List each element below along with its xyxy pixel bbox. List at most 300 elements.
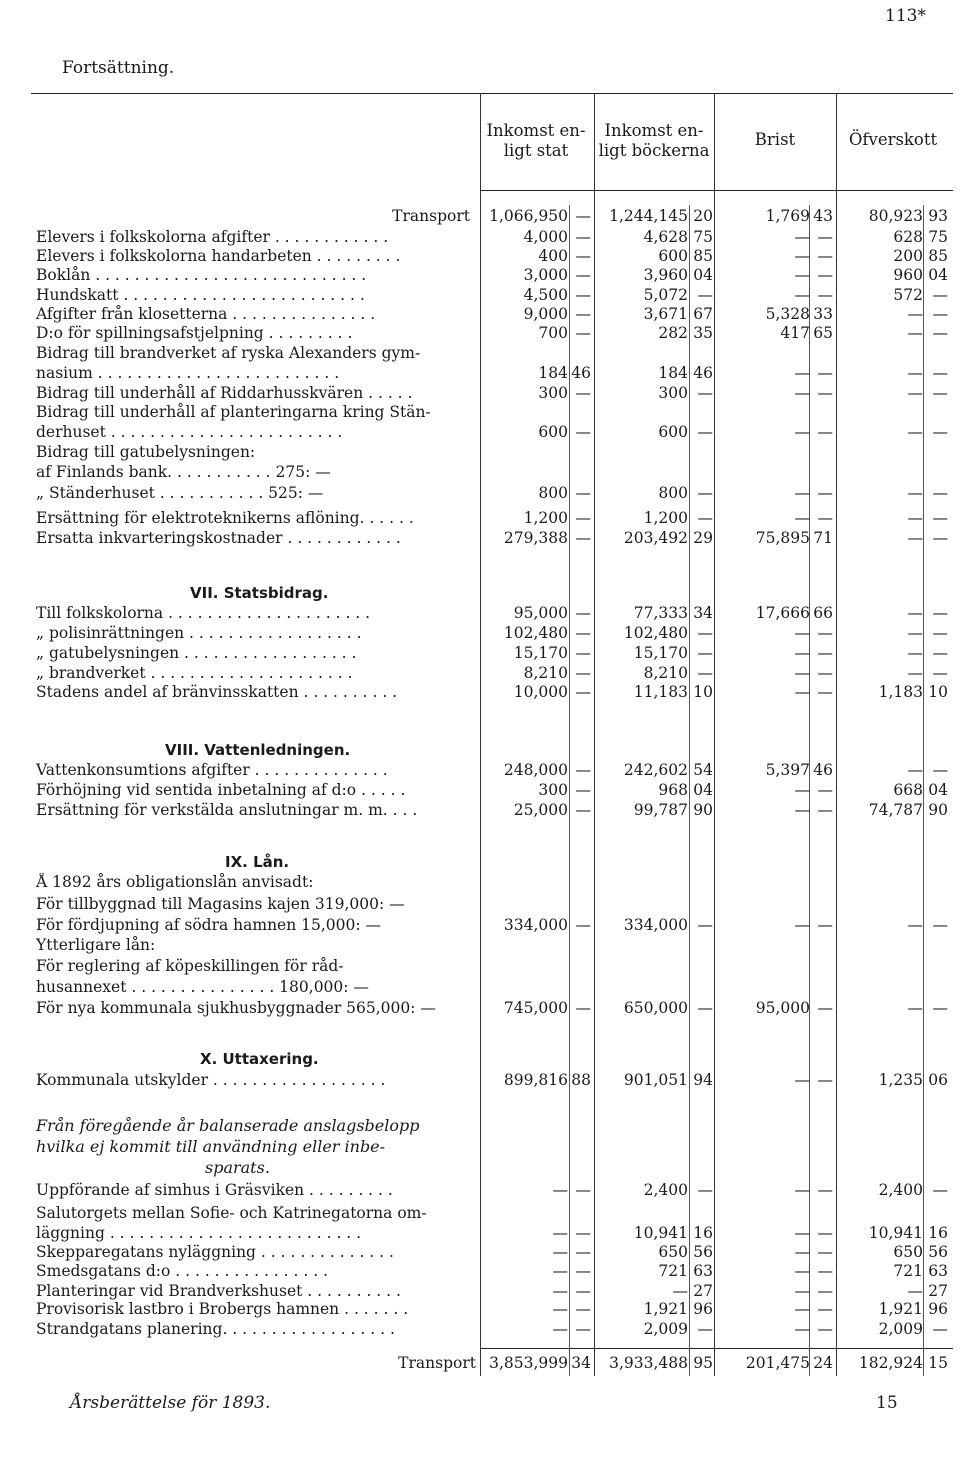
cell-c4: 2,009 <box>878 1320 923 1338</box>
row-label: Hundskatt . . . . . . . . . . . . . . . . . . . . . . . . . <box>36 286 365 304</box>
cell-c3: — <box>794 509 810 527</box>
cell-c2: 184 <box>658 364 688 382</box>
cell-c2c: 29 <box>693 529 713 547</box>
cell-c2c: 94 <box>693 1071 713 1089</box>
row-label: Ytterligare lån: <box>36 936 156 954</box>
table-row <box>0 604 960 622</box>
cell-c3: — <box>794 1300 810 1318</box>
cell-c4: 1,921 <box>878 1300 923 1318</box>
cell-c2c: — <box>697 1181 713 1199</box>
table-row <box>0 207 960 225</box>
cell-c3c: 33 <box>813 305 833 323</box>
header-col1-text: Inkomst en- ligt stat <box>486 121 586 160</box>
cell-c1: 300 <box>538 781 568 799</box>
table-row <box>0 384 960 402</box>
table-row <box>0 463 960 481</box>
cell-c3c: — <box>817 999 833 1017</box>
header-brist <box>716 130 834 150</box>
cell-c4c: — <box>932 624 948 642</box>
cell-c3c: — <box>817 1181 833 1199</box>
cell-c4: — <box>907 624 923 642</box>
cell-c1: 334,000 <box>503 916 568 934</box>
table-row <box>0 1262 960 1280</box>
row-label: „ Ständerhuset . . . . . . . . . . . 525: — <box>36 484 324 502</box>
cell-c1: 3,000 <box>523 266 568 284</box>
cell-c4c: 04 <box>928 266 948 284</box>
cell-c3c: — <box>817 1282 833 1300</box>
cell-c2c: — <box>697 644 713 662</box>
cell-c1c: — <box>575 228 591 246</box>
cell-c4c: 93 <box>928 207 948 225</box>
row-label: För nya kommunala sjukhusbyggnader 565,000: — <box>36 999 436 1017</box>
cell-c4: 668 <box>893 781 923 799</box>
cell-c4c: — <box>932 761 948 779</box>
cell-c1c: — <box>575 1224 591 1242</box>
table-row <box>0 916 960 934</box>
cell-c2: 721 <box>658 1262 688 1280</box>
cell-c4: 650 <box>893 1243 923 1261</box>
cell-c2: 1,921 <box>643 1300 688 1318</box>
cell-c2c: 46 <box>693 364 713 382</box>
cell-c1c: — <box>575 781 591 799</box>
cell-c2c: 56 <box>693 1243 713 1261</box>
cell-c2: 300 <box>658 384 688 402</box>
row-label: För fördjupning af södra hamnen 15,000: — <box>36 916 382 934</box>
cell-c3c: 65 <box>813 324 833 342</box>
cell-c2: 10,941 <box>633 1224 688 1242</box>
cell-c1: — <box>552 1243 568 1261</box>
italic-note-line-3: sparats. <box>205 1158 270 1177</box>
header-rule <box>480 190 953 191</box>
section-lan: IX. Lån. <box>225 853 290 871</box>
cell-c3c: — <box>817 1262 833 1280</box>
row-label: Till folkskolorna . . . . . . . . . . . . . . . . . . . . . <box>36 604 371 622</box>
row-label: Å 1892 års obligationslån anvisadt: <box>36 873 314 891</box>
cell-c2c: — <box>697 624 713 642</box>
row-label: Boklån . . . . . . . . . . . . . . . . . . . . . . . . . . . . <box>36 266 367 284</box>
cell-c4: 80,923 <box>868 207 923 225</box>
table-row <box>0 1300 960 1318</box>
cell-c3c: — <box>817 509 833 527</box>
table-row <box>0 484 960 502</box>
bottom-rule <box>480 1348 953 1349</box>
cell-c4c: — <box>932 916 948 934</box>
cell-c4c: — <box>932 664 948 682</box>
cell-c2c: 96 <box>693 1300 713 1318</box>
cell-c3c: — <box>817 1071 833 1089</box>
cell-c3: — <box>794 286 810 304</box>
row-label: Stadens andel af bränvinsskatten . . . . . . . . . . <box>36 683 398 701</box>
cell-c1: 4,500 <box>523 286 568 304</box>
section-uttaxering: X. Uttaxering. <box>200 1050 319 1068</box>
row-label: Elevers i folkskolorna handarbeten . . . . . . . . . <box>36 247 401 265</box>
table-row <box>0 781 960 799</box>
cell-c2: 8,210 <box>643 664 688 682</box>
cell-c1c: — <box>575 644 591 662</box>
cell-c1: — <box>552 1282 568 1300</box>
cell-c4c: 56 <box>928 1243 948 1261</box>
cell-c1c: — <box>575 683 591 701</box>
cell-c3c: — <box>817 384 833 402</box>
cell-c3: — <box>794 916 810 934</box>
cell-c2c: — <box>697 423 713 441</box>
cell-c3c: 46 <box>813 761 833 779</box>
cell-c4c: 63 <box>928 1262 948 1280</box>
cell-c2c: 27 <box>693 1282 713 1300</box>
cell-c4: — <box>907 529 923 547</box>
cell-c3: — <box>794 364 810 382</box>
cell-c1: — <box>552 1181 568 1199</box>
cell-c2c: 54 <box>693 761 713 779</box>
table-row <box>0 957 960 975</box>
total-c4: 182,924 <box>858 1354 923 1372</box>
cell-c2: 5,072 <box>643 286 688 304</box>
cell-c1: — <box>552 1262 568 1280</box>
cell-c3: — <box>794 801 810 819</box>
cell-c1: 800 <box>538 484 568 502</box>
transport-label: Transport <box>398 1354 476 1372</box>
cell-c2: 650 <box>658 1243 688 1261</box>
row-label: „ brandverket . . . . . . . . . . . . . . . . . . . . . <box>36 664 353 682</box>
transport-total-row <box>0 1354 960 1372</box>
cell-c1c: — <box>575 286 591 304</box>
cell-c4c: 85 <box>928 247 948 265</box>
cell-c1: 184 <box>538 364 568 382</box>
cell-c4: 1,235 <box>878 1071 923 1089</box>
cell-c4: — <box>907 664 923 682</box>
row-label: Uppförande af simhus i Gräsviken . . . . . . . . . <box>36 1181 393 1199</box>
total-c2c: 95 <box>693 1354 713 1372</box>
row-label: „ gatubelysningen . . . . . . . . . . . . . . . . . . <box>36 644 357 662</box>
cell-c4: 2,400 <box>878 1181 923 1199</box>
cell-c1: 400 <box>538 247 568 265</box>
cell-c4c: 90 <box>928 801 948 819</box>
table-row <box>0 403 960 421</box>
cell-c1c: — <box>575 509 591 527</box>
cell-c1: 8,210 <box>523 664 568 682</box>
cell-c4c: — <box>932 484 948 502</box>
cell-c4: — <box>907 916 923 934</box>
cell-c1c: — <box>575 999 591 1017</box>
page-number: 113* <box>885 6 926 26</box>
cell-c3: — <box>794 384 810 402</box>
cell-c4c: 27 <box>928 1282 948 1300</box>
cell-c4: — <box>907 484 923 502</box>
cell-c3: — <box>794 624 810 642</box>
row-label: Strandgatans planering. . . . . . . . . . . . . . . . . . <box>36 1320 395 1338</box>
cell-c4c: 75 <box>928 228 948 246</box>
cell-c2: 600 <box>658 247 688 265</box>
table-row <box>0 1181 960 1199</box>
table-row <box>0 529 960 547</box>
total-c2: 3,933,488 <box>609 1354 688 1372</box>
cell-c1c: — <box>575 529 591 547</box>
cell-c3: — <box>794 247 810 265</box>
row-label: Planteringar vid Brandverkshuset . . . . . . . . . . <box>36 1282 401 1300</box>
cell-c2: 600 <box>658 423 688 441</box>
cell-c2c: 04 <box>693 781 713 799</box>
header-col3-text: Brist <box>754 130 796 149</box>
cell-c1c: — <box>575 1181 591 1199</box>
cell-c1: — <box>552 1320 568 1338</box>
cell-c1c: — <box>575 1262 591 1280</box>
cell-c3c: 71 <box>813 529 833 547</box>
cell-c3c: 66 <box>813 604 833 622</box>
section-vattenledningen: VIII. Vattenledningen. <box>165 741 351 759</box>
total-c1c: 34 <box>571 1354 591 1372</box>
cell-c1: 745,000 <box>503 999 568 1017</box>
row-label: D:o för spillningsafstjelpning . . . . . . . . . <box>36 324 353 342</box>
cell-c2: 282 <box>658 324 688 342</box>
row-label: läggning . . . . . . . . . . . . . . . . . . . . . . . . . . <box>36 1224 362 1242</box>
cell-c2: 650,000 <box>623 999 688 1017</box>
cell-c4c: — <box>932 1320 948 1338</box>
cell-c1c: — <box>575 324 591 342</box>
cell-c3c: — <box>817 364 833 382</box>
table-row <box>0 801 960 819</box>
cell-c3c: — <box>817 683 833 701</box>
cell-c3: — <box>794 1282 810 1300</box>
cell-c1: 25,000 <box>513 801 568 819</box>
table-row <box>0 286 960 304</box>
row-label: Salutorgets mellan Sofie- och Katrinegatorna om- <box>36 1204 427 1222</box>
cell-c4c: — <box>932 1181 948 1199</box>
cell-c1: 102,480 <box>503 624 568 642</box>
cell-c1c: 46 <box>571 364 591 382</box>
cell-c1: — <box>552 1300 568 1318</box>
cell-c4c: 04 <box>928 781 948 799</box>
total-c3: 201,475 <box>745 1354 810 1372</box>
table-row <box>0 1320 960 1338</box>
cell-c1: 1,066,950 <box>489 207 568 225</box>
cell-c2c: 90 <box>693 801 713 819</box>
cell-c2: 968 <box>658 781 688 799</box>
row-label: derhuset . . . . . . . . . . . . . . . . . . . . . . . . <box>36 423 343 441</box>
cell-c1: 95,000 <box>513 604 568 622</box>
table-row <box>0 873 960 891</box>
row-label: Kommunala utskylder . . . . . . . . . . . . . . . . . . <box>36 1071 386 1089</box>
cell-c3: 75,895 <box>755 529 810 547</box>
cell-c1c: — <box>575 801 591 819</box>
row-label: Bidrag till gatubelysningen: <box>36 443 256 461</box>
row-label: Afgifter från klosetterna . . . . . . . . . . . . . . . <box>36 305 376 323</box>
cell-c3c: — <box>817 644 833 662</box>
table-row <box>0 1204 960 1222</box>
row-label: Smedsgatans d:o . . . . . . . . . . . . . . . . <box>36 1262 329 1280</box>
table-row <box>0 344 960 362</box>
cell-c4: — <box>907 509 923 527</box>
cell-c1c: — <box>575 207 591 225</box>
table-row <box>0 1071 960 1089</box>
cell-c2c: — <box>697 484 713 502</box>
cell-c3: — <box>794 1181 810 1199</box>
row-label: Vattenkonsumtions afgifter . . . . . . . . . . . . . . <box>36 761 388 779</box>
cell-c4: — <box>907 324 923 342</box>
cell-c2c: — <box>697 509 713 527</box>
table-row <box>0 978 960 996</box>
table-row <box>0 423 960 441</box>
cell-c2c: — <box>697 384 713 402</box>
cell-c3c: — <box>817 1320 833 1338</box>
cell-c3: — <box>794 266 810 284</box>
cell-c1: 1,200 <box>523 509 568 527</box>
row-label: Skepparegatans nyläggning . . . . . . . . . . . . . . <box>36 1243 394 1261</box>
table-row <box>0 228 960 246</box>
row-label: Ersättning för elektroteknikerns aflöning. . . . . . <box>36 509 414 527</box>
cell-c1c: — <box>575 604 591 622</box>
cell-c2c: 20 <box>693 207 713 225</box>
header-ofverskott <box>836 130 950 150</box>
cell-c3c: — <box>817 1300 833 1318</box>
cell-c1c: — <box>575 1243 591 1261</box>
cell-c1c: — <box>575 1320 591 1338</box>
cell-c2c: 34 <box>693 604 713 622</box>
cell-c1c: — <box>575 247 591 265</box>
cell-c2: 203,492 <box>623 529 688 547</box>
row-label: nasium . . . . . . . . . . . . . . . . . . . . . . . . . <box>36 364 340 382</box>
table-row <box>0 1224 960 1242</box>
cell-c4c: 96 <box>928 1300 948 1318</box>
cell-c2: 1,244,145 <box>609 207 688 225</box>
cell-c3c: — <box>817 228 833 246</box>
cell-c4: 1,183 <box>878 683 923 701</box>
row-label: Provisorisk lastbro i Brobergs hamnen . . . . . . . <box>36 1300 409 1318</box>
cell-c3c: — <box>817 286 833 304</box>
cell-c2c: — <box>697 1320 713 1338</box>
cell-c4c: 16 <box>928 1224 948 1242</box>
cell-c1: 4,000 <box>523 228 568 246</box>
cell-c3c: — <box>817 624 833 642</box>
cell-c4: — <box>907 604 923 622</box>
header-inkomst-bocker <box>594 121 714 161</box>
section-statsbidrag: VII. Statsbidrag. <box>190 584 329 602</box>
cell-c1c: 88 <box>571 1071 591 1089</box>
cell-c4c: 06 <box>928 1071 948 1089</box>
cell-c1: 15,170 <box>513 644 568 662</box>
cell-c3: — <box>794 644 810 662</box>
cell-c1: 9,000 <box>523 305 568 323</box>
cell-c1c: — <box>575 484 591 502</box>
cell-c4c: — <box>932 999 948 1017</box>
cell-c2: 77,333 <box>633 604 688 622</box>
cell-c3c: — <box>817 916 833 934</box>
cell-c3: — <box>794 1320 810 1338</box>
cell-c4: 960 <box>893 266 923 284</box>
row-label: Transport <box>392 207 470 225</box>
cell-c2c: 75 <box>693 228 713 246</box>
table-row <box>0 364 960 382</box>
table-row <box>0 324 960 342</box>
cell-c4c: — <box>932 529 948 547</box>
total-c4c: 15 <box>928 1354 948 1372</box>
row-label: Ersatta inkvarteringskostnader . . . . . . . . . . . . <box>36 529 401 547</box>
table-row <box>0 266 960 284</box>
cell-c3: 5,397 <box>765 761 810 779</box>
cell-c3: — <box>794 1262 810 1280</box>
table-row <box>0 1282 960 1300</box>
table-row <box>0 761 960 779</box>
cell-c2: 4,628 <box>643 228 688 246</box>
table-row <box>0 305 960 323</box>
italic-note-line-2: hvilka ej kommit till användning eller inbe- <box>36 1137 386 1156</box>
cell-c4: 200 <box>893 247 923 265</box>
cell-c2c: 35 <box>693 324 713 342</box>
cell-c2c: 67 <box>693 305 713 323</box>
cell-c1: 600 <box>538 423 568 441</box>
cell-c4c: — <box>932 324 948 342</box>
cell-c3: 5,328 <box>765 305 810 323</box>
cell-c4: — <box>907 305 923 323</box>
cell-c4c: — <box>932 509 948 527</box>
cell-c3c: — <box>817 1224 833 1242</box>
cell-c2c: — <box>697 664 713 682</box>
cell-c3c: — <box>817 247 833 265</box>
row-label: Elevers i folkskolorna afgifter . . . . . . . . . . . . <box>36 228 389 246</box>
cell-c4c: — <box>932 286 948 304</box>
cell-c1c: — <box>575 916 591 934</box>
cell-c3: — <box>794 1243 810 1261</box>
cell-c1c: — <box>575 624 591 642</box>
row-label: Bidrag till underhåll af planteringarna kring Stän- <box>36 403 431 421</box>
cell-c1: 300 <box>538 384 568 402</box>
cell-c3: — <box>794 781 810 799</box>
cell-c1: 700 <box>538 324 568 342</box>
cell-c1: 899,816 <box>503 1071 568 1089</box>
cell-c2: — <box>672 1282 688 1300</box>
row-label: „ polisinrättningen . . . . . . . . . . . . . . . . . . <box>36 624 362 642</box>
cell-c2: 15,170 <box>633 644 688 662</box>
table-row <box>0 999 960 1017</box>
cell-c1c: — <box>575 1300 591 1318</box>
cell-c2: 800 <box>658 484 688 502</box>
cell-c1: 10,000 <box>513 683 568 701</box>
row-label: Ersättning för verkstälda anslutningar m. m. . . . <box>36 801 418 819</box>
cell-c2: 11,183 <box>633 683 688 701</box>
cell-c4c: — <box>932 423 948 441</box>
cell-c1c: — <box>575 384 591 402</box>
cell-c3: — <box>794 1071 810 1089</box>
cell-c3: — <box>794 484 810 502</box>
cell-c1c: — <box>575 305 591 323</box>
table-row <box>0 443 960 461</box>
cell-c2c: — <box>697 916 713 934</box>
cell-c2c: 04 <box>693 266 713 284</box>
cell-c1c: — <box>575 423 591 441</box>
table-row <box>0 644 960 662</box>
row-label: husannexet . . . . . . . . . . . . . . . 180,000: — <box>36 978 369 996</box>
cell-c3c: — <box>817 664 833 682</box>
continuation-heading: Fortsättning. <box>62 58 175 78</box>
cell-c4: — <box>907 999 923 1017</box>
cell-c3c: — <box>817 266 833 284</box>
cell-c3c: 43 <box>813 207 833 225</box>
cell-c4: — <box>907 1282 923 1300</box>
cell-c4: 10,941 <box>868 1224 923 1242</box>
cell-c4: — <box>907 364 923 382</box>
top-rule <box>31 93 953 94</box>
cell-c4c: — <box>932 384 948 402</box>
cell-c4c: — <box>932 305 948 323</box>
row-label: Förhöjning vid sentida inbetalning af d:o . . . . . <box>36 781 406 799</box>
cell-c3: 417 <box>780 324 810 342</box>
cell-c4c: — <box>932 644 948 662</box>
cell-c1c: — <box>575 266 591 284</box>
cell-c4c: — <box>932 604 948 622</box>
cell-c2c: — <box>697 286 713 304</box>
cell-c4c: 10 <box>928 683 948 701</box>
cell-c2: 102,480 <box>623 624 688 642</box>
cell-c3: — <box>794 683 810 701</box>
